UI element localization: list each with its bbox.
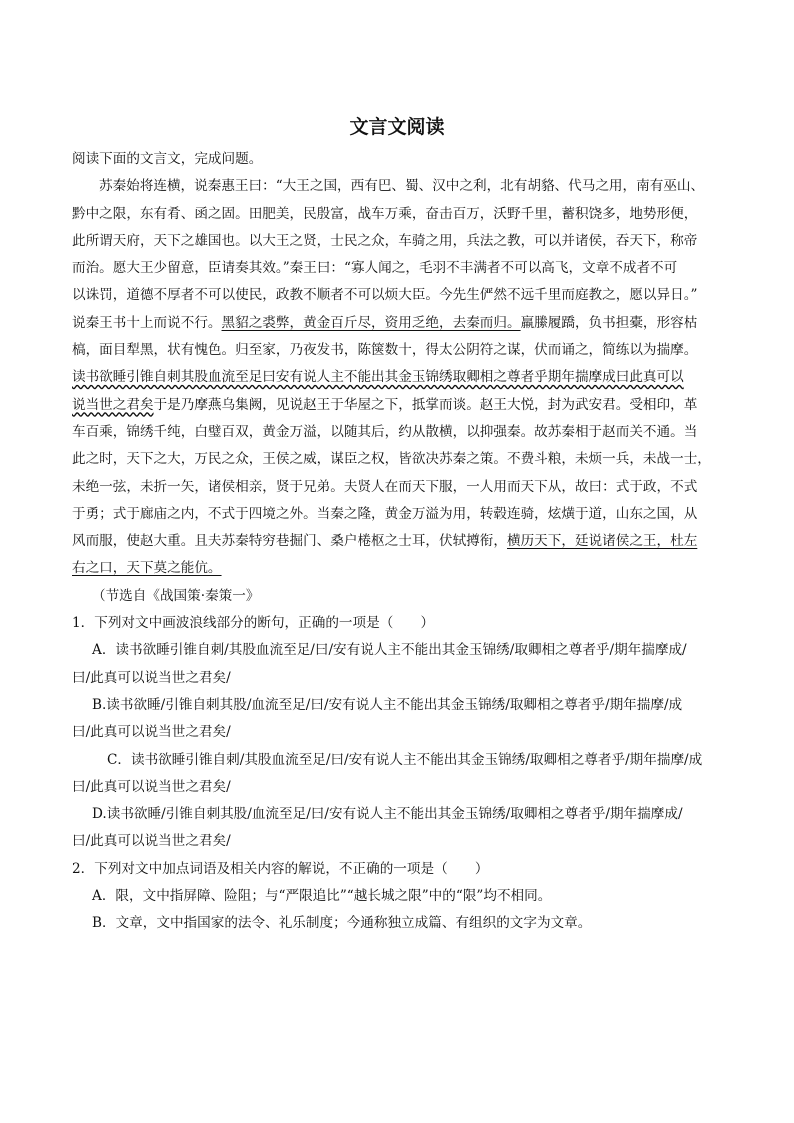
wavy-underlined-text: 说当世之君矣: [72, 396, 154, 413]
passage-text: 羸縢履蹻，负书担橐，形容枯: [520, 314, 698, 331]
passage-text: 于是乃摩燕乌集阙，见说赵王于华屋之下，抵掌而谈。赵王大悦，封为武安君。受相印，革: [153, 396, 698, 413]
questions: [72, 610, 722, 938]
passage-line: [72, 555, 722, 582]
passage-line: 车百乘，锦绣千纯，白璧百双，黄金万溢，以随其后，约从散横，以抑强秦。故苏秦相于赵而关不通。当: [72, 423, 698, 440]
wavy-underlined-text: 读书欲睡引锥自刺其股血流至足曰安有说人主不能出其金玉锦绣取卿相之尊者乎期年揣摩成曰此真可以: [72, 369, 684, 386]
option-1a-cont: 曰/此真可以说当世之君矣/: [72, 669, 231, 686]
passage-line: 苏秦始将连横，说秦惠王曰：“大王之国，西有巴、蜀、汉中之利，北有胡貉、代马之用，南有巫山、: [99, 178, 705, 195]
document-page: [72, 112, 722, 938]
passage-line: 未绝一弦，未折一矢，诸侯相亲，贤于兄弟。夫贤人在而天下服，一人用而天下从，故曰：式于政，不式: [72, 478, 698, 495]
passage-line: 于勇；式于廊庙之内，不式于四境之外。当秦之隆，黄金万溢为用，转毂连骑，炫熿于道，山东之国，从: [72, 505, 698, 522]
question-2: 2．下列对文中加点词语及相关内容的解说，不正确的一项是（ ）: [72, 860, 489, 877]
passage-line: 此所谓天府，天下之雄国也。以大王之贤，士民之众，车骑之用，兵法之教，可以并诸侯，吞天下，称帝: [72, 232, 698, 249]
passage-line: [72, 310, 722, 337]
passage-line: 此之时，天下之大，万民之众，王侯之威，谋臣之权，皆欲决苏秦之策。不费斗粮，未烦一兵，未战一士，: [72, 451, 711, 468]
passage-line: 而治。愿大王少留意，臣请奏其效。”秦王曰：“寡人闻之，毛羽不丰满者不可以高飞，文章不成者不可: [72, 260, 678, 277]
passage-text: 风而服，使赵大重。且夫苏秦特穷巷掘门、桑户棬枢之士耳，伏轼撙衔，: [72, 533, 507, 550]
option-1d: D.读书欲睡/引锥自刺其股/血流至足/曰/安有说人主不能出其金玉锦绣/取卿相之尊者乎/期年揣摩成/: [92, 806, 683, 823]
option-1c-cont: 曰/此真可以说当世之君矣/: [72, 778, 231, 795]
passage-line: 槁，面目犁黑，状有愧色。归至家，乃夜发书，陈箧数十，得太公阴符之谋，伏而诵之，简练以为揣摩。: [72, 342, 698, 359]
underlined-text: 右之口，天下莫之能伉。: [72, 560, 222, 577]
passage-line: [72, 364, 722, 391]
passage-line: 以诛罚，道德不厚者不可以使民，政教不顺者不可以烦大臣。今先生俨然不远千里而庭教之，愿以异日。”: [72, 287, 698, 304]
option-1b: B.读书欲睡/引锥自刺其股/血流至足/曰/安有说人主不能出其金玉锦绣/取卿相之尊者乎/期年揣摩/成: [92, 696, 683, 713]
question-1: 1．下列对文中画波浪线部分的断句，正确的一项是（ ）: [72, 615, 435, 632]
underlined-text: 黑貂之裘弊，黄金百斤尽，资用乏绝，去秦而归。: [221, 314, 521, 331]
passage-text: 说秦王书十上而说不行。: [72, 314, 222, 331]
passage-line: [72, 528, 722, 555]
option-1b-cont: 曰/此真可以说当世之君矣/: [72, 724, 231, 741]
option-1a: A．读书欲睡引锥自刺/其股血流至足/曰/安有说人主不能出其金玉锦绣/取卿相之尊者乎/期年揣摩成/: [92, 642, 687, 659]
option-1c: C．读书欲睡引锥自刺/其股血流至足/曰/安有说人主不能出其金玉锦绣/取卿相之尊者乎/期年揣摩/成: [107, 751, 703, 768]
passage-line: 黔中之限，东有肴、函之固。田肥美，民殷富，战车万乘，奋击百万，沃野千里，蓄积饶多，地势形便，: [72, 205, 698, 222]
instruction: 阅读下面的文言文，完成问题。: [72, 151, 263, 167]
underlined-text: 横历天下，廷说诸侯之王，杜左: [507, 533, 698, 550]
option-2a: A．限，文中指屏障、险阻；与“严限追比”“越长城之限”中的“限”均不相同。: [92, 888, 552, 905]
option-1d-cont: 曰/此真可以说当世之君矣/: [72, 833, 231, 850]
option-2b: B．文章，文中指国家的法令、礼乐制度；今通称独立成篇、有组织的文字为文章。: [92, 915, 592, 932]
document-title: 文言文阅读: [349, 116, 445, 138]
passage-line: [72, 392, 722, 419]
passage-source: （节选自《战国策·秦策一》: [92, 587, 260, 604]
passage: [72, 173, 722, 610]
